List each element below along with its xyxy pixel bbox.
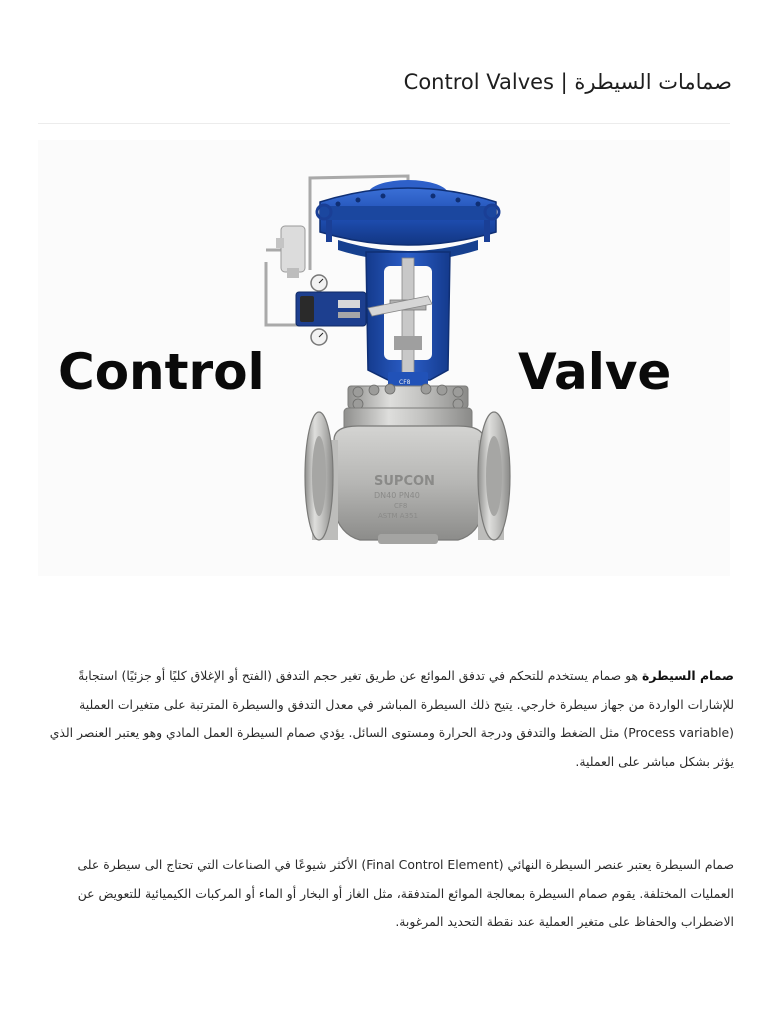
article-paragraph-final-control-element: صمام السيطرة يعتبر عنصر السيطرة النهائي (Final Control Element) الأكثر شيوعًا في الصناعات التي تحتاج الى سيطرة على العمليات المختلفة. يقوم صمام السيطرة بمعالجة الموائع المتدفقة، مثل الغاز أو البخار أو الماء أو المركبات الكيميائية للتعويض عن الاضطراب والحفاظ على متغير العملية عند نقطة التحديد المرغوبة. bbox=[77, 857, 734, 929]
left-flange bbox=[305, 412, 338, 540]
right-flange bbox=[478, 412, 510, 540]
svg-text:CF8: CF8 bbox=[399, 379, 411, 386]
figure-word-valve: Valve bbox=[518, 343, 672, 401]
title-divider bbox=[38, 123, 730, 124]
filter-regulator bbox=[276, 226, 305, 278]
svg-text:CF8: CF8 bbox=[394, 502, 408, 510]
valve-positioner bbox=[296, 292, 366, 326]
article-term: صمام السيطرة bbox=[642, 668, 734, 683]
yoke bbox=[366, 252, 450, 386]
valve-body bbox=[330, 426, 488, 544]
svg-text:SUPCON: SUPCON bbox=[374, 474, 435, 489]
article-paragraph-definition-text: هو صمام يستخدم للتحكم في تدفق الموائع عن طريق تغير حجم التدفق (الفتح أو الإغلاق كليًا أو جزئيًا) استجابةً للإشارات الواردة من جهاز سيطرة خارجي. يتيح ذلك السيطرة المباشر في معدل التدفق والسيطرة المترتبة على متغيرات العملية (Process variable) مثل الضغط والتدفق ودرجة الحرارة ومستوى السائل. يؤدي صمام السيطرة العمل المادي وهو يعتبر العنصر الذي يؤثر بشكل مباشر على العملية. bbox=[49, 668, 734, 769]
actuator bbox=[317, 180, 499, 261]
page-title: صمامات السيطرة | Control Valves bbox=[403, 70, 732, 94]
svg-text:DN40 PN40: DN40 PN40 bbox=[374, 491, 420, 500]
control-valve-image bbox=[38, 140, 730, 576]
figure-word-control: Control bbox=[58, 343, 265, 401]
article-paragraph-definition bbox=[38, 662, 734, 776]
svg-text:ASTM A351: ASTM A351 bbox=[378, 512, 418, 520]
